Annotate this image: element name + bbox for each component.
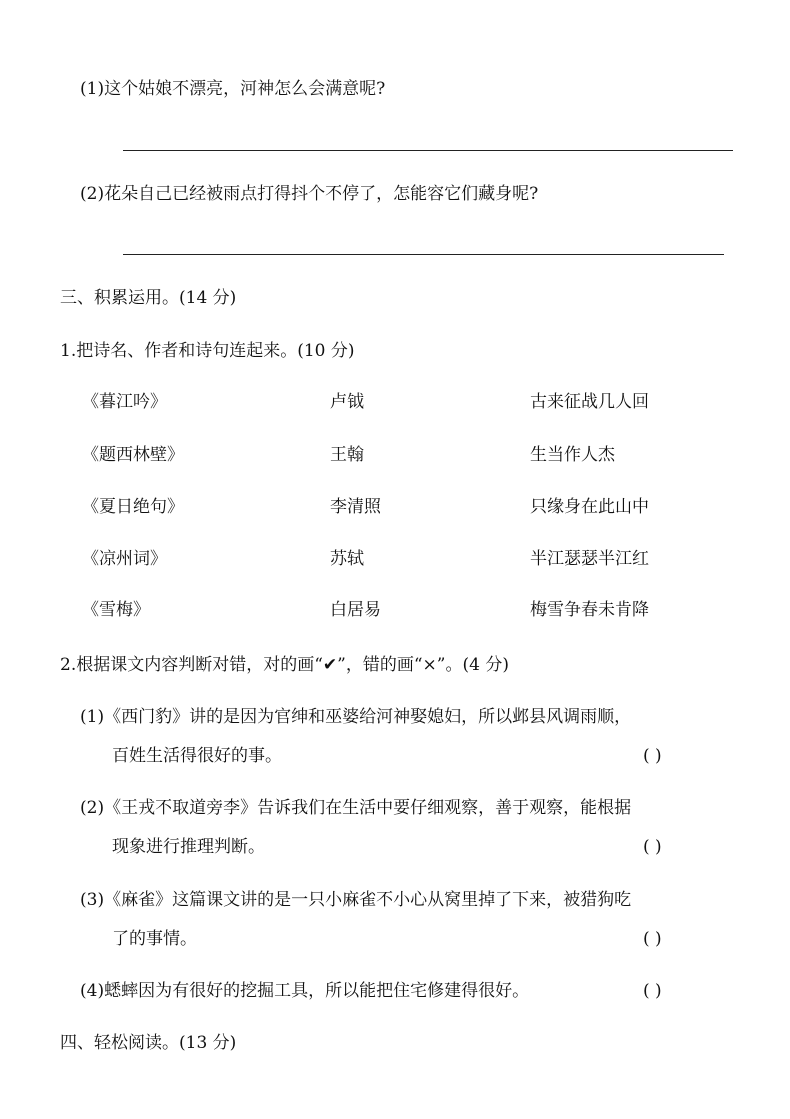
answer-paren-3[interactable]: ( )	[643, 929, 662, 949]
section-4-title: 四、轻松阅读。(13 分)	[60, 1033, 237, 1053]
judge-item-4-line-1: (4)蟋蟀因为有很好的挖掘工具，所以能把住宅修建得很好。	[80, 981, 530, 1001]
rewrite-question-1: (1)这个姑娘不漂亮，河神怎么会满意呢?	[80, 79, 386, 99]
poem-line: 生当作人杰	[530, 445, 615, 465]
section-3-title: 三、积累运用。(14 分)	[60, 288, 237, 308]
judge-item-3-line-1: (3)《麻雀》这篇课文讲的是一只小麻雀不小心从窝里掉了下来，被猎狗吃	[80, 890, 632, 910]
judge-item-2-line-2: 现象进行推理判断。	[112, 837, 265, 857]
answer-line-2[interactable]	[123, 254, 724, 255]
answer-paren-1[interactable]: ( )	[643, 746, 662, 766]
poem-name: 《夏日绝句》	[82, 497, 184, 517]
poem-name: 《暮江吟》	[82, 392, 167, 412]
judge-item-3-line-2: 了的事情。	[112, 929, 197, 949]
answer-paren-2[interactable]: ( )	[643, 837, 662, 857]
answer-paren-4[interactable]: ( )	[643, 981, 662, 1001]
poem-line: 只缘身在此山中	[530, 497, 649, 517]
poem-line: 半江瑟瑟半江红	[530, 549, 649, 569]
rewrite-question-2: (2)花朵自己已经被雨点打得抖个不停了，怎能容它们藏身呢?	[80, 184, 539, 204]
judge-item-1-line-2: 百姓生活得很好的事。	[112, 746, 282, 766]
poem-name: 《凉州词》	[82, 549, 167, 569]
answer-line-1[interactable]	[123, 150, 733, 151]
poem-author: 白居易	[330, 600, 381, 620]
poem-line: 古来征战几人回	[530, 392, 649, 412]
section-3-q1-title: 1.把诗名、作者和诗句连起来。(10 分)	[60, 341, 355, 361]
poem-author: 卢钺	[330, 392, 364, 412]
poem-name: 《雪梅》	[82, 600, 150, 620]
section-3-q2-title: 2.根据课文内容判断对错，对的画“✔”，错的画“×”。(4 分)	[60, 655, 509, 675]
poem-author: 王翰	[330, 445, 364, 465]
poem-author: 李清照	[330, 497, 381, 517]
poem-author: 苏轼	[330, 549, 364, 569]
poem-name: 《题西林壁》	[82, 445, 184, 465]
judge-item-2-line-1: (2)《王戎不取道旁李》告诉我们在生活中要仔细观察，善于观察，能根据	[80, 798, 632, 818]
poem-line: 梅雪争春未肯降	[530, 600, 649, 620]
judge-item-1-line-1: (1)《西门豹》讲的是因为官绅和巫婆给河神娶媳妇，所以邺县风调雨顺，	[80, 707, 632, 727]
